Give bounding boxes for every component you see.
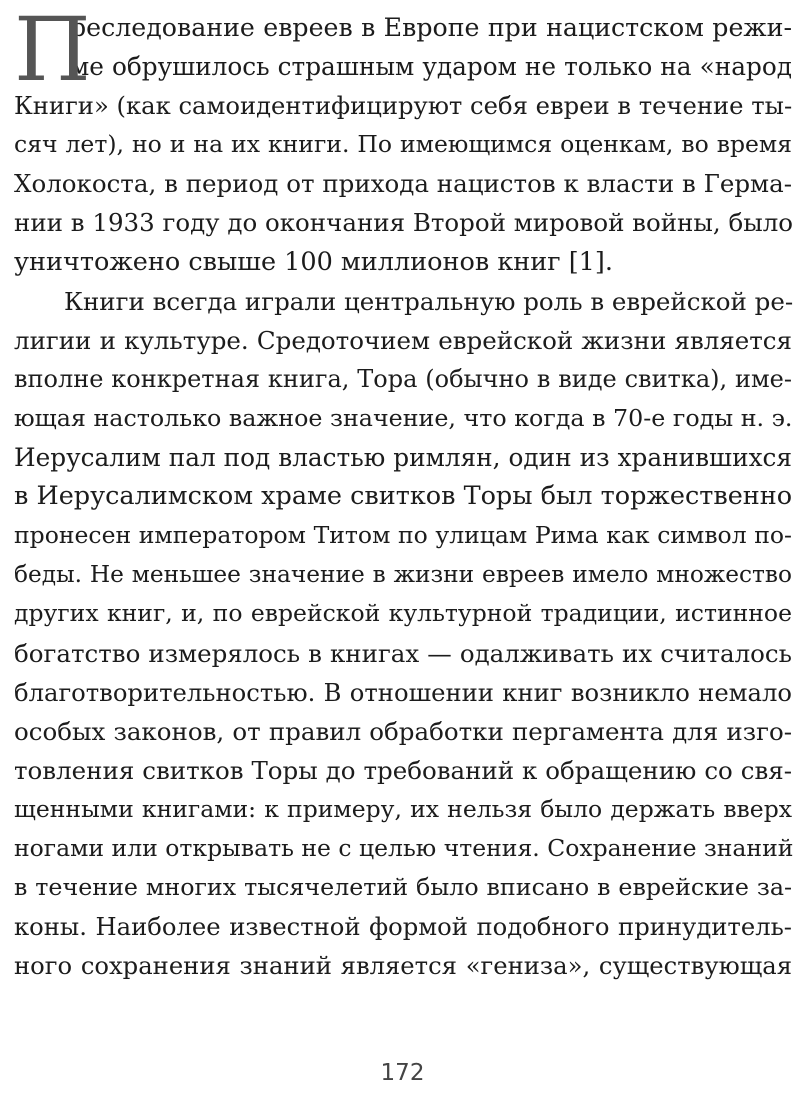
drop-cap: П xyxy=(14,0,91,101)
paragraph-1 xyxy=(14,0,794,282)
text-line: реследование евреев в Европе при нацистском режи- xyxy=(70,13,792,42)
text-line: ногами или открывать не с целью чтения. Сохранение знаний xyxy=(14,833,794,862)
text-line: ного сохранения знаний является «гениза», существующая xyxy=(14,951,792,981)
text-line: ющая настолько важное значение, что когда в 70-е годы н. э. xyxy=(14,403,793,432)
text-line: уничтожено свыше 100 миллионов книг [1]. xyxy=(14,246,613,277)
text-line: других книг, и, по еврейской культурной традиции, истинное xyxy=(14,599,792,628)
paragraph-2 xyxy=(14,282,792,986)
text-line: лигии и культуре. Средоточием еврейской жизни является xyxy=(14,325,792,355)
text-line: благотворительностью. В отношении книг возникло немало xyxy=(14,677,792,707)
text-line: коны. Наиболее известной формой подобного принудитель- xyxy=(14,912,792,942)
text-line: Книги всегда играли центральную роль в еврейской ре- xyxy=(64,286,794,316)
page-number: 172 xyxy=(380,1060,425,1086)
body-text xyxy=(14,0,794,985)
text-line: богатство измерялось в книгах — одалживать их считалось xyxy=(14,638,792,668)
text-line: ме обрушилось страшным ударом не только на «народ xyxy=(70,52,792,82)
text-line: особых законов, от правил обработки пергамента для изго- xyxy=(14,716,792,746)
text-line: сяч лет), но и на их книги. По имеющимся оценкам, во время xyxy=(14,130,792,159)
text-line: Холокоста, в период от прихода нацистов к власти в Герма- xyxy=(14,169,792,199)
text-line: в течение многих тысячелетий было вписано в еврейские за- xyxy=(14,873,792,902)
text-line: Иерусалим пал под властью римлян, один из хранившихся xyxy=(14,443,792,473)
text-line: беды. Не меньшее значение в жизни евреев имело множество xyxy=(14,561,792,589)
text-line: щенными книгами: к примеру, их нельзя было держать вверх xyxy=(14,794,792,823)
text-line: в Иерусалимском храме свитков Торы был торжественно xyxy=(14,481,793,512)
text-line: пронесен императором Титом по улицам Рима как символ по- xyxy=(14,521,792,550)
text-line: нии в 1933 году до окончания Второй мировой войны, было xyxy=(14,208,794,238)
text-line: Книги» (как самоидентифицируют себя евреи в течение ты- xyxy=(14,91,793,121)
text-line: товления свитков Торы до требований к обращению со свя- xyxy=(14,755,792,785)
text-line: вполне конкретная книга, Тора (обычно в виде свитка), име- xyxy=(14,364,792,393)
